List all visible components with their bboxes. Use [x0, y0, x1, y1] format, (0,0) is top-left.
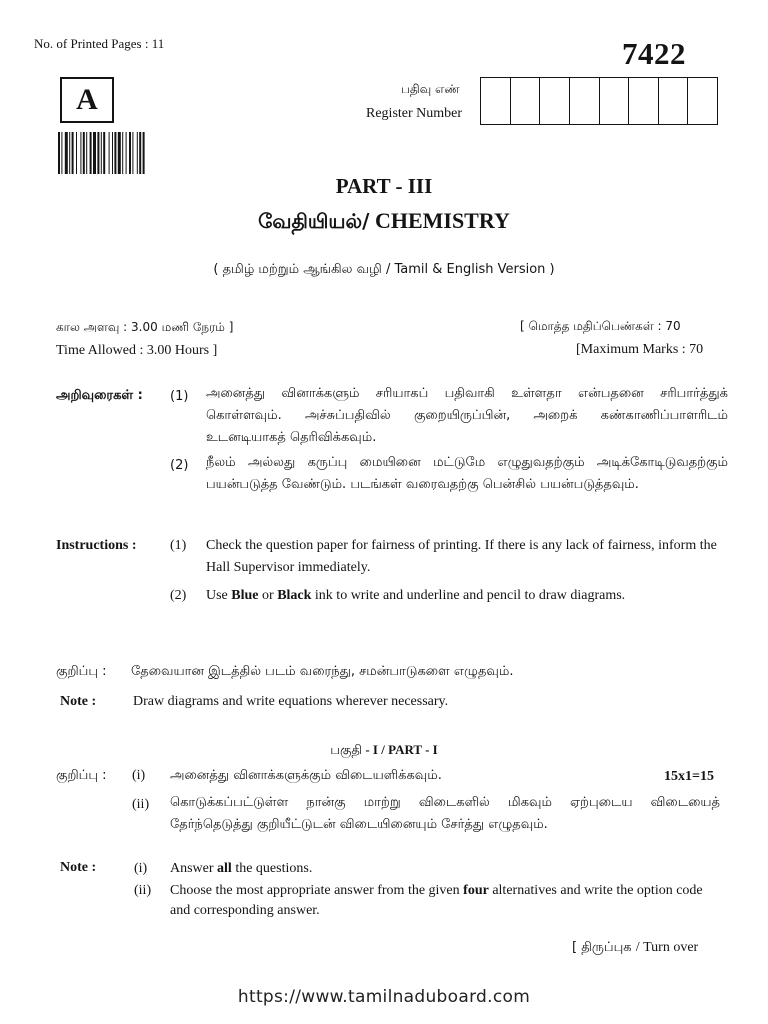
barcode-bar — [129, 132, 131, 174]
note-english-text: Draw diagrams and write equations wherever necessary. — [133, 694, 449, 709]
barcode-image — [58, 132, 180, 174]
part1-note-2-pre: Choose the most appropriate answer from the given — [170, 883, 464, 898]
barcode-bar — [101, 132, 102, 174]
subject-tamil: வேதியியல்/ — [258, 209, 370, 233]
marks-english: [Maximum Marks : 70 — [576, 342, 704, 357]
instructions-label: Instructions : — [56, 538, 137, 553]
instruction-2-blue: Blue — [231, 588, 259, 603]
part1-note-2 — [170, 881, 710, 921]
turn-over-tamil: [ திருப்புக — [572, 940, 636, 955]
barcode-bar — [122, 132, 123, 174]
note-english-label: Note : — [60, 694, 97, 709]
part1-note-1-post: the questions. — [231, 861, 313, 876]
part1-note-2-num: (ii) — [134, 883, 152, 898]
part1-tamil-item-2: கொடுக்கப்பட்டுள்ள நான்கு மாற்று விடைகளில் மிகவும் ஏற்புடைய விடையைத் தேர்ந்தெடுத்து குறியீட்டுடன் விடையினையும் சேர்த்து எழுதவும். — [170, 795, 720, 832]
instruction-2-black: Black — [277, 588, 312, 603]
barcode-bar — [109, 132, 110, 174]
part1-note-2-post: alternatives and write the option code and corresponding answer. — [170, 883, 703, 918]
note-tamil-label: குறிப்பு : — [56, 664, 107, 679]
subject-title — [0, 208, 768, 236]
marks-tamil: [ மொத்த மதிப்பெண்கள் : 70 — [520, 319, 681, 333]
tamil-instructions-label: அறிவுரைகள் : — [56, 388, 143, 403]
barcode-bar — [118, 132, 121, 174]
tamil-instruction-1-num: (1) — [170, 389, 189, 404]
part1-tamil-item-2-num: (ii) — [132, 797, 150, 812]
series-letter: A — [76, 83, 98, 116]
register-label-english: Register Number — [366, 106, 463, 121]
barcode-bar — [143, 132, 145, 174]
barcode-bar — [69, 132, 70, 174]
barcode-bar — [65, 132, 68, 174]
barcode-bar — [93, 132, 96, 174]
part1-tamil-item-1-num: (i) — [132, 768, 146, 783]
part1-note-label: Note : — [60, 860, 97, 875]
register-cell — [629, 78, 659, 124]
barcode-bar — [114, 132, 116, 174]
barcode-bar — [90, 132, 92, 174]
version-line: ( தமிழ் மற்றும் ஆங்கில வழி / Tamil & English Version ) — [213, 262, 555, 277]
barcode-bar — [83, 132, 85, 174]
barcode-bar — [112, 132, 113, 174]
tamil-instruction-2: நீலம் அல்லது கருப்பு மையினை மட்டுமே எழுதுவதற்கும் அடிக்கோடிடுவதற்கும் பயன்படுத்த வேண்டும். படங்கள் வரைவதற்கு பென்சில் பயன்படுத்தவும். — [206, 455, 728, 492]
register-cell — [570, 78, 600, 124]
barcode-bar — [80, 132, 81, 174]
tamil-instruction-2-num: (2) — [170, 458, 189, 473]
part1-note-1 — [170, 861, 312, 877]
part1-tamil-label: குறிப்பு : — [56, 768, 107, 783]
barcode-bar — [139, 132, 141, 174]
time-english: Time Allowed : 3.00 Hours ] — [56, 343, 218, 358]
instruction-2 — [206, 585, 726, 607]
register-cell — [688, 78, 717, 124]
part1-heading-english: - I / PART - I — [362, 742, 438, 757]
barcode-bar — [137, 132, 138, 174]
register-label-tamil: பதிவு எண் — [401, 82, 460, 96]
barcode-bar — [126, 132, 127, 174]
part1-heading — [0, 742, 768, 759]
subject-english: CHEMISTRY — [369, 208, 510, 233]
register-cell — [659, 78, 689, 124]
printed-pages: No. of Printed Pages : 11 — [34, 36, 165, 51]
note-tamil-text: தேவையான இடத்தில் படம் வரைந்து, சமன்பாடுகளை எழுதவும். — [131, 664, 514, 679]
instruction-1: Check the question paper for fairness of printing. If there is any lack of fairness, inform the Hall Supervisor immediately. — [206, 538, 717, 575]
register-number-grid — [480, 77, 718, 125]
instruction-2-post: ink to write and underline and pencil to draw diagrams. — [311, 588, 626, 603]
part1-note-1-bold: all — [217, 861, 232, 876]
register-cell — [600, 78, 630, 124]
instruction-1-num: (1) — [170, 538, 187, 553]
part1-marks: 15x1=15 — [664, 769, 714, 784]
series-box — [60, 77, 114, 123]
register-cell — [540, 78, 570, 124]
part1-note-1-num: (i) — [134, 861, 148, 876]
part1-tamil-item-1: அனைத்து வினாக்களுக்கும் விடையளிக்கவும். — [170, 768, 442, 783]
barcode-bar — [103, 132, 105, 174]
barcode-bar — [97, 132, 99, 174]
time-tamil: கால அளவு : 3.00 மணி நேரம் ] — [56, 320, 234, 334]
turn-over-english: / Turn over — [635, 940, 699, 955]
instruction-2-num: (2) — [170, 588, 187, 603]
barcode-bar — [72, 132, 74, 174]
paper-code: 7422 — [622, 36, 686, 71]
barcode-bar — [76, 132, 77, 174]
part-title: PART - III — [335, 174, 433, 198]
barcode-bar — [132, 132, 133, 174]
register-cell — [511, 78, 541, 124]
part1-note-1-pre: Answer — [170, 861, 218, 876]
part1-heading-tamil: பகுதி — [330, 743, 363, 758]
instruction-2-mid: or — [258, 588, 278, 603]
tamil-instruction-1: அனைத்து வினாக்களும் சரியாகப் பதிவாகி உள்ளதா என்பதனை சரிபார்த்துக் கொள்ளவும். அச்சுப்பதிவில் குறையிருப்பின், அறைக் கண்காணிப்பாளரிடம் உடனடியாகத் தெரிவிக்கவும். — [206, 386, 728, 445]
turn-over — [572, 940, 698, 956]
instruction-2-pre: Use — [206, 588, 232, 603]
part1-note-2-bold: four — [463, 883, 489, 898]
barcode-bar — [58, 132, 60, 174]
register-cell — [481, 78, 511, 124]
footer-url[interactable]: https://www.tamilnaduboard.com — [237, 987, 531, 1007]
barcode-bar — [86, 132, 87, 174]
barcode-bar — [61, 132, 62, 174]
